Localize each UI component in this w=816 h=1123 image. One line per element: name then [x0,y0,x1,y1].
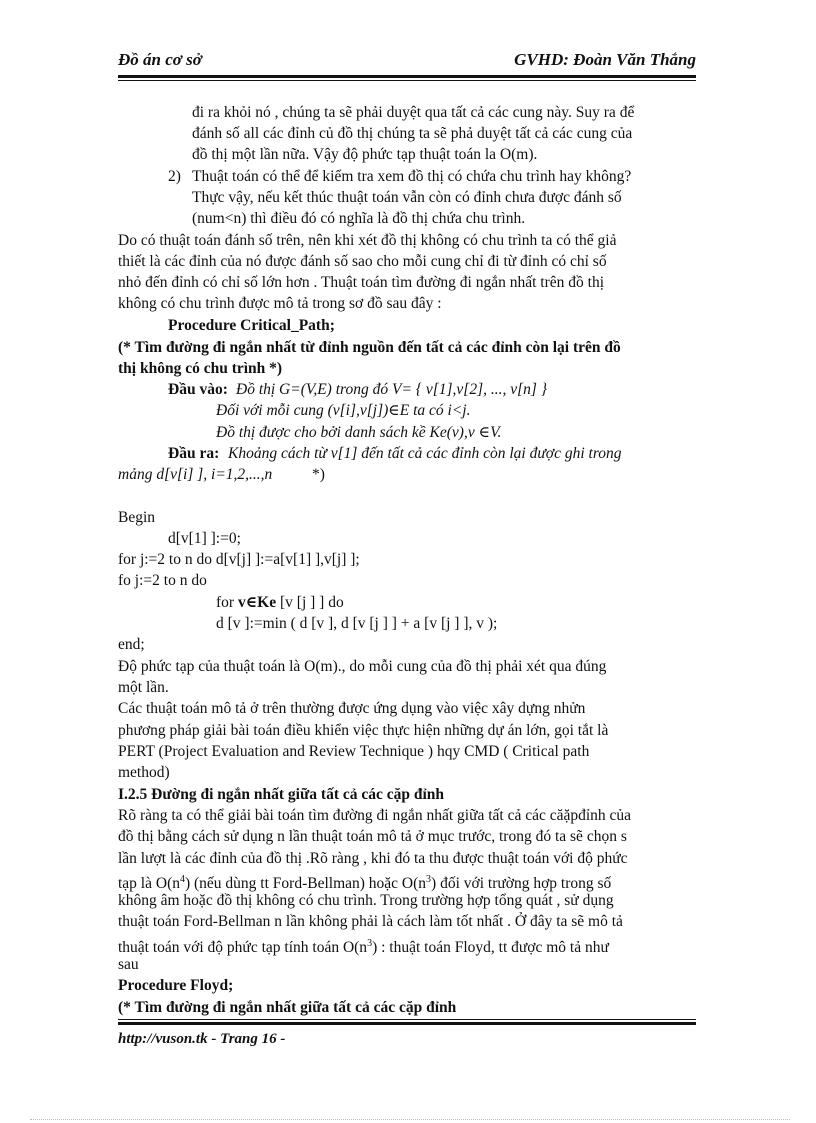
code-line: d[v[1] ]:=0; [168,530,241,547]
section-heading: I.2.5 Đường đi ngắn nhất giữa tất cả các cặp đỉnh [118,786,445,803]
code-bold: v∈Ke [237,594,277,611]
comment-line: thị không có chu trình *) [118,360,283,377]
superscript: 3 [426,874,432,885]
body-line: đánh số all các đỉnh củ đồ thị chúng ta sẽ phả duyệt tất cả các cung của [192,125,633,142]
page-edge-divider [30,1119,790,1120]
superscript: 4 [179,874,185,885]
header-rule-thick [118,75,696,78]
input-desc: Đối với mỗi cung (v[i],v[j])∈E ta có i<j. [216,402,471,419]
code-keyword: for [216,594,238,611]
body-line: Do có thuật toán đánh số trên, nên khi xét đồ thị không có chu trình ta có thể giả [118,232,617,249]
comment-line: (* Tìm đường đi ngắn nhất từ đỉnh nguồn đến tất cả các đỉnh còn lại trên đồ [118,339,621,356]
code-rest: [v [j ] ] do [276,594,344,611]
header-left-title: Đồ án cơ sở [118,50,202,69]
page-footer: http://vuson.tk - Trang 16 - [118,1031,286,1047]
text-run: ) : thuật toán Floyd, tt được mô tả như [372,939,609,957]
code-line: end; [118,636,145,653]
output-label: Đầu ra: [168,445,220,462]
body-line: thuật toán Ford-Bellman n lần không phải là cách làm tốt nhất . Ở đây ta sẽ mô tả [118,913,623,930]
input-desc: Đồ thị được cho bởi danh sách kề Ke(v),v ∈V. [216,424,502,441]
code-line: Begin [118,509,156,526]
code-line: fo j:=2 to n do [118,572,207,589]
comment-line: (* Tìm đường đi ngắn nhất giữa tất cả các cặp đỉnh [118,999,457,1016]
procedure-title: Procedure Critical_Path; [168,317,335,334]
footer-rule-thick [118,1022,696,1025]
code-line [216,592,344,613]
body-line: không có chu trình được mô tả trong sơ đồ sau đây : [118,295,442,312]
page-header [118,50,696,74]
code-line: d [v ]:=min ( d [v ], d [v [j ] ] + a [v [j ] ], v ); [216,615,498,632]
header-rule-thin [118,80,696,81]
body-line: đi ra khỏi nó , chúng ta sẽ phải duyệt qua tất cả các cung này. Suy ra để [192,104,635,121]
comment-end: *) [312,466,325,483]
body-line: một lần. [118,679,169,696]
body-line: lần lượt là các đỉnh của đồ thị .Rõ ràng , khi đó ta thu được thuật toán với độ phức [118,850,628,867]
body-line: (num<n) thì điều đó có nghĩa là đồ thị chứa chu trình. [192,210,526,227]
body-line: thiết là các đỉnh của nó được đánh số sao cho mỗi cung chỉ đi từ đỉnh có chỉ số [118,253,607,270]
text-run: thuật toán với độ phức tạp tính toán O(n [118,939,368,957]
output-desc: mảng d[v[i] ], i=1,2,...,n [118,466,273,483]
body-line: đồ thị một lần nữa. Vậy độ phức tạp thuật toán la O(m). [192,146,538,163]
code-line: for j:=2 to n do d[v[j] ]:=a[v[1] ],v[j] ]; [118,551,360,568]
text-run: tạp là O(n [118,875,180,893]
body-line: method) [118,764,170,781]
output-desc: Khoảng cách từ v[1] đến tất cả các đỉnh còn lại được ghi trong [228,445,622,462]
input-label: Đầu vào: [168,381,228,398]
body-line: Thuật toán có thể để kiểm tra xem đồ thị có chứa chu trình hay không? [192,168,632,185]
body-line: nhỏ đến đỉnh có chỉ số lớn hơn . Thuật toán tìm đường đi ngắn nhất trên đồ thị [118,274,605,291]
body-line: Các thuật toán mô tả ở trên thường được ứng dụng vào việc xây dựng nhửn [118,700,586,717]
body-line: Độ phức tạp của thuật toán là O(m)., do mỗi cung của đồ thị phải xét qua đúng [118,658,607,675]
body-line: Rõ ràng ta có thể giải bài toán tìm đường đi ngắn nhất giữa tất cả các căặpđỉnh của [118,807,632,824]
superscript: 3 [367,938,373,949]
list-number: 2) [168,168,181,185]
body-line: Thực vậy, nếu kết thúc thuật toán vẫn còn có đỉnh chưa được đánh số [192,189,622,206]
body-line: không âm hoặc đồ thị không có chu trình. Trong trường hợp tổng quát , sử dụng [118,892,614,909]
footer-rule-thin [118,1019,696,1020]
body-line: PERT (Project Evaluation and Review Technique ) hqy CMD ( Critical path [118,743,590,760]
body-line [118,933,609,958]
header-right-title: GVHD: Đoàn Văn Thắng [514,50,696,69]
text-run: ) (nếu dùng tt Ford-Bellman) hoặc O(n [184,875,427,893]
body-line: sau [118,956,139,973]
body-line: đồ thị bằng cách sử dụng n lần thuật toán mô tả ở mục trước, trong đó ta sẽ chọn s [118,828,627,845]
input-desc: Đồ thị G=(V,E) trong đó V= { v[1],v[2], ..., v[n] } [236,381,548,398]
procedure-title: Procedure Floyd; [118,977,234,994]
text-run: ) đối với trường hợp trong số [431,875,612,893]
body-line: phương pháp giải bài toán điều khiển việc thực hiện những dự án lớn, gọi tắt là [118,722,609,739]
